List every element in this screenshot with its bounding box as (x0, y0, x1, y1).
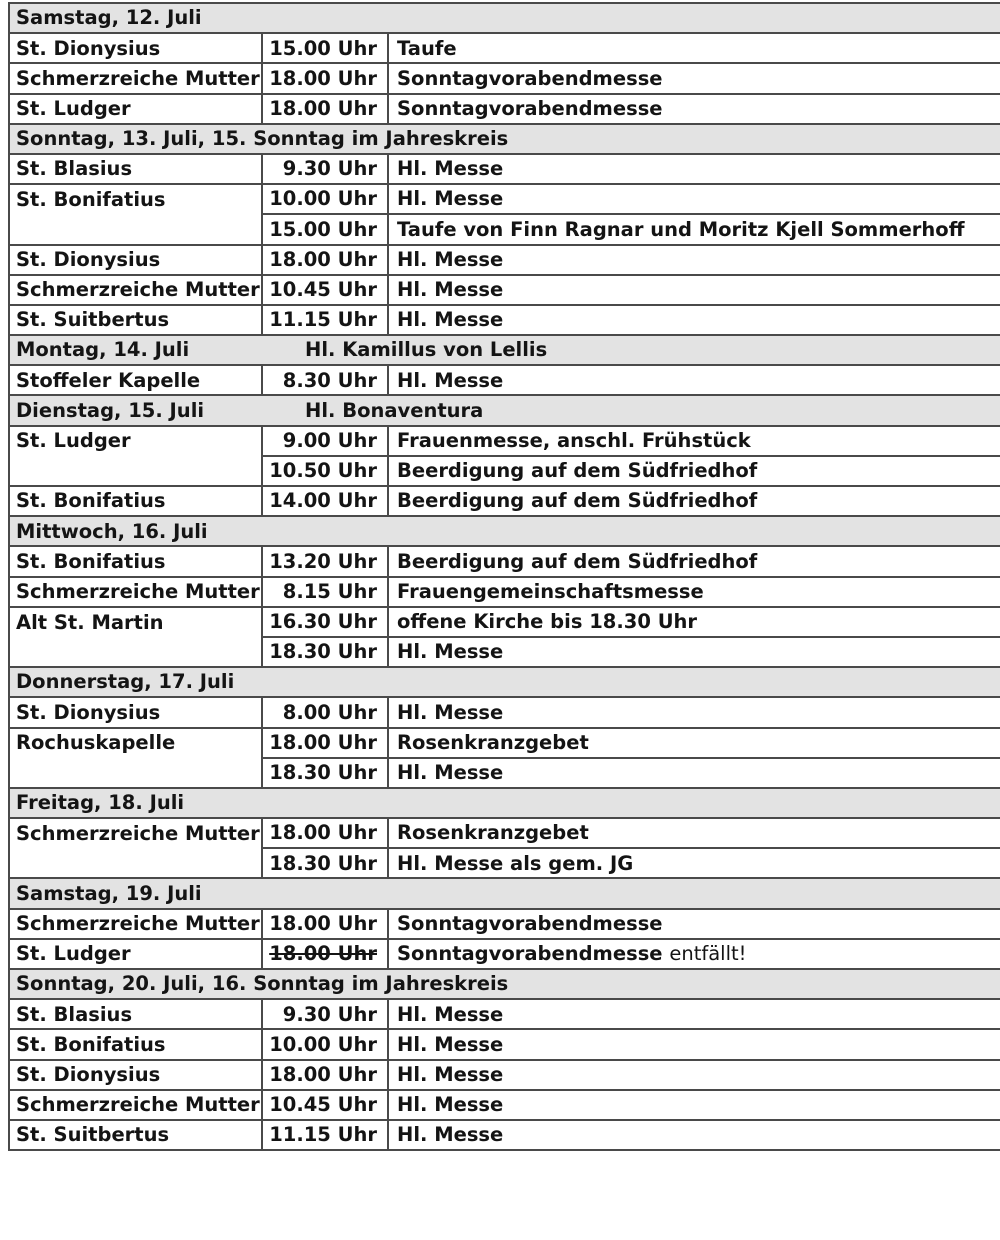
time-cell (262, 728, 388, 758)
location-cell: St. Ludger (9, 94, 262, 124)
time-value: 8.15 Uhr (282, 579, 377, 603)
event-cell (388, 94, 1000, 124)
schedule-row (9, 456, 1000, 486)
day-header-row (9, 395, 1000, 425)
event-cell (388, 607, 1000, 637)
event-cell (388, 486, 1000, 516)
time-value: 11.15 Uhr (269, 1123, 377, 1147)
time-value: 14.00 Uhr (269, 489, 377, 513)
time-cell (262, 909, 388, 939)
time-cell (262, 245, 388, 275)
event-label: Hl. Messe (397, 278, 504, 302)
time-value: 18.00 Uhr (269, 66, 377, 90)
event-label: Hl. Messe (397, 1093, 504, 1117)
time-cell (262, 607, 388, 637)
time-cell (262, 1029, 388, 1059)
event-label: Beerdigung auf dem Südfriedhof (397, 549, 758, 573)
day-header (9, 124, 1000, 154)
day-header (9, 395, 1000, 425)
event-cell (388, 546, 1000, 576)
time-value: 18.00 Uhr (269, 730, 377, 754)
time-value: 18.00 Uhr (269, 1062, 377, 1086)
event-cell (388, 1029, 1000, 1059)
location-cell: Schmerzreiche Mutter (9, 275, 262, 305)
event-label: Sonntagvorabendmesse (397, 911, 663, 935)
time-value: 8.30 Uhr (282, 368, 377, 392)
location-cell (9, 637, 262, 667)
time-cell (262, 939, 388, 969)
event-cell (388, 728, 1000, 758)
event-label: Hl. Messe (397, 761, 504, 785)
time-value: 18.00 Uhr (269, 821, 377, 845)
day-label: Samstag, 19. Juli (16, 881, 202, 905)
event-label: Hl. Messe (397, 157, 504, 181)
event-cell (388, 577, 1000, 607)
cancelled-note: entfällt! (669, 942, 747, 966)
location-cell: St. Dionysius (9, 33, 262, 63)
event-cell (388, 275, 1000, 305)
time-cell (262, 1090, 388, 1120)
time-cell (262, 184, 388, 214)
location-cell (9, 456, 262, 486)
location-cell: St. Blasius (9, 154, 262, 184)
time-value: 15.00 Uhr (269, 36, 377, 60)
event-label: Beerdigung auf dem Südfriedhof (397, 459, 758, 483)
event-cell (388, 999, 1000, 1029)
schedule-row (9, 577, 1000, 607)
schedule-row (9, 637, 1000, 667)
schedule-row (9, 154, 1000, 184)
day-header-row (9, 788, 1000, 818)
location-cell: St. Suitbertus (9, 1120, 262, 1150)
schedule-row (9, 245, 1000, 275)
event-label: offene Kirche bis 18.30 Uhr (397, 610, 698, 634)
event-label: Frauenmesse, anschl. Frühstück (397, 428, 751, 452)
day-label: Dienstag, 15. Juli (16, 398, 205, 422)
time-cell (262, 63, 388, 93)
schedule-row (9, 33, 1000, 63)
time-value: 10.00 Uhr (269, 1032, 377, 1056)
time-cell (262, 275, 388, 305)
day-label: Montag, 14. Juli (16, 338, 190, 362)
event-label: Hl. Messe (397, 187, 504, 211)
event-cell (388, 1120, 1000, 1150)
time-value: 16.30 Uhr (269, 610, 377, 634)
day-header-row (9, 516, 1000, 546)
time-value: 18.00 Uhr (269, 911, 377, 935)
time-cell (262, 697, 388, 727)
event-cell (388, 637, 1000, 667)
time-value: 15.00 Uhr (269, 217, 377, 241)
cancelled-time: 18.00 Uhr (269, 942, 377, 966)
event-cell (388, 456, 1000, 486)
event-cell (388, 848, 1000, 878)
time-value: 13.20 Uhr (269, 549, 377, 573)
event-label: Hl. Messe (397, 1123, 504, 1147)
event-label: Sonntagvorabendmesse (397, 942, 663, 966)
time-value: 10.45 Uhr (269, 1093, 377, 1117)
schedule-body (9, 3, 1000, 1150)
time-value: 18.30 Uhr (269, 761, 377, 785)
day-label: Sonntag, 20. Juli, 16. Sonntag im Jahreskreis (16, 972, 509, 996)
day-label: Donnerstag, 17. Juli (16, 670, 235, 694)
time-cell (262, 426, 388, 456)
schedule-row (9, 939, 1000, 969)
location-cell: St. Dionysius (9, 697, 262, 727)
event-label: Frauengemeinschaftsmesse (397, 579, 704, 603)
event-label: Hl. Messe (397, 1002, 504, 1026)
day-header-row (9, 969, 1000, 999)
location-cell: Schmerzreiche Mutter (9, 63, 262, 93)
event-cell (388, 33, 1000, 63)
day-header (9, 667, 1000, 697)
location-cell: St. Dionysius (9, 1060, 262, 1090)
location-cell: Stoffeler Kapelle (9, 365, 262, 395)
day-header (9, 335, 1000, 365)
time-cell (262, 637, 388, 667)
event-label: Hl. Messe (397, 700, 504, 724)
time-value: 18.30 Uhr (269, 640, 377, 664)
time-cell (262, 758, 388, 788)
schedule-row (9, 365, 1000, 395)
time-value: 9.30 Uhr (282, 157, 377, 181)
schedule-row (9, 1029, 1000, 1059)
time-cell (262, 365, 388, 395)
time-cell (262, 456, 388, 486)
event-cell (388, 426, 1000, 456)
day-header (9, 878, 1000, 908)
event-cell (388, 154, 1000, 184)
day-header-row (9, 878, 1000, 908)
location-cell: St. Blasius (9, 999, 262, 1029)
event-cell (388, 305, 1000, 335)
schedule-table (8, 2, 1000, 1151)
schedule-row (9, 275, 1000, 305)
location-cell: Schmerzreiche Mutter (9, 577, 262, 607)
event-cell (388, 697, 1000, 727)
day-header (9, 788, 1000, 818)
time-value: 10.00 Uhr (269, 187, 377, 211)
schedule-row (9, 1060, 1000, 1090)
event-label: Hl. Messe (397, 640, 504, 664)
location-cell: Rochuskapelle (9, 728, 262, 758)
event-cell (388, 758, 1000, 788)
schedule-row (9, 1090, 1000, 1120)
location-cell: Schmerzreiche Mutter (9, 818, 262, 848)
day-label: Mittwoch, 16. Juli (16, 519, 208, 543)
event-label: Hl. Messe (397, 368, 504, 392)
time-value: 8.00 Uhr (282, 700, 377, 724)
time-cell (262, 818, 388, 848)
location-cell: St. Ludger (9, 426, 262, 456)
time-value: 10.50 Uhr (269, 459, 377, 483)
day-header-row (9, 124, 1000, 154)
location-cell: St. Bonifatius (9, 1029, 262, 1059)
event-label: Beerdigung auf dem Südfriedhof (397, 489, 758, 513)
time-cell (262, 577, 388, 607)
event-label: Sonntagvorabendmesse (397, 96, 663, 120)
location-cell: St. Bonifatius (9, 546, 262, 576)
time-cell (262, 214, 388, 244)
day-header (9, 3, 1000, 33)
location-cell: St. Ludger (9, 939, 262, 969)
event-cell (388, 184, 1000, 214)
location-cell: St. Dionysius (9, 245, 262, 275)
schedule-row (9, 94, 1000, 124)
event-label: Hl. Messe (397, 1062, 504, 1086)
schedule-row (9, 697, 1000, 727)
event-label: Hl. Messe als gem. JG (397, 851, 634, 875)
event-label: Sonntagvorabendmesse (397, 66, 663, 90)
time-value: 11.15 Uhr (269, 308, 377, 332)
schedule-row (9, 728, 1000, 758)
location-cell: Alt St. Martin (9, 607, 262, 637)
time-cell (262, 305, 388, 335)
schedule-row (9, 486, 1000, 516)
time-value: 10.45 Uhr (269, 278, 377, 302)
location-cell (9, 758, 262, 788)
event-label: Taufe (397, 36, 457, 60)
location-cell: St. Bonifatius (9, 486, 262, 516)
schedule-row (9, 184, 1000, 214)
schedule-row (9, 909, 1000, 939)
time-cell (262, 1120, 388, 1150)
time-cell (262, 848, 388, 878)
event-cell (388, 909, 1000, 939)
feast-label: Hl. Kamillus von Lellis (305, 338, 548, 362)
time-cell (262, 486, 388, 516)
location-cell (9, 848, 262, 878)
event-label: Hl. Messe (397, 1032, 504, 1056)
schedule-row (9, 63, 1000, 93)
time-cell (262, 999, 388, 1029)
time-cell (262, 546, 388, 576)
schedule-row (9, 758, 1000, 788)
schedule-row (9, 214, 1000, 244)
schedule-row (9, 999, 1000, 1029)
location-cell: Schmerzreiche Mutter (9, 1090, 262, 1120)
schedule-row (9, 546, 1000, 576)
event-label: Rosenkranzgebet (397, 730, 589, 754)
time-value: 18.30 Uhr (269, 851, 377, 875)
day-label: Samstag, 12. Juli (16, 6, 202, 30)
day-header-row (9, 667, 1000, 697)
time-value: 9.00 Uhr (282, 428, 377, 452)
feast-label: Hl. Bonaventura (305, 398, 484, 422)
event-cell (388, 214, 1000, 244)
time-cell (262, 154, 388, 184)
event-cell (388, 818, 1000, 848)
day-label: Sonntag, 13. Juli, 15. Sonntag im Jahreskreis (16, 127, 509, 151)
time-value: 9.30 Uhr (282, 1002, 377, 1026)
event-cell (388, 939, 1000, 969)
schedule-row (9, 305, 1000, 335)
location-cell: St. Suitbertus (9, 305, 262, 335)
event-cell (388, 63, 1000, 93)
time-cell (262, 33, 388, 63)
schedule-row (9, 607, 1000, 637)
event-label: Hl. Messe (397, 247, 504, 271)
event-label: Hl. Messe (397, 308, 504, 332)
schedule-row (9, 1120, 1000, 1150)
event-cell (388, 245, 1000, 275)
schedule-row (9, 426, 1000, 456)
time-cell (262, 1060, 388, 1090)
location-cell: Schmerzreiche Mutter (9, 909, 262, 939)
location-cell: St. Bonifatius (9, 184, 262, 214)
schedule-row (9, 818, 1000, 848)
day-header (9, 516, 1000, 546)
day-label: Freitag, 18. Juli (16, 791, 185, 815)
day-header (9, 969, 1000, 999)
day-header-row (9, 3, 1000, 33)
schedule-row (9, 848, 1000, 878)
time-cell (262, 94, 388, 124)
time-value: 18.00 Uhr (269, 247, 377, 271)
time-value: 18.00 Uhr (269, 96, 377, 120)
day-header-row (9, 335, 1000, 365)
event-label: Taufe von Finn Ragnar und Moritz Kjell Sommerhoff (397, 217, 965, 241)
event-cell (388, 1090, 1000, 1120)
event-cell (388, 1060, 1000, 1090)
event-cell (388, 365, 1000, 395)
event-label: Rosenkranzgebet (397, 821, 589, 845)
location-cell (9, 214, 262, 244)
